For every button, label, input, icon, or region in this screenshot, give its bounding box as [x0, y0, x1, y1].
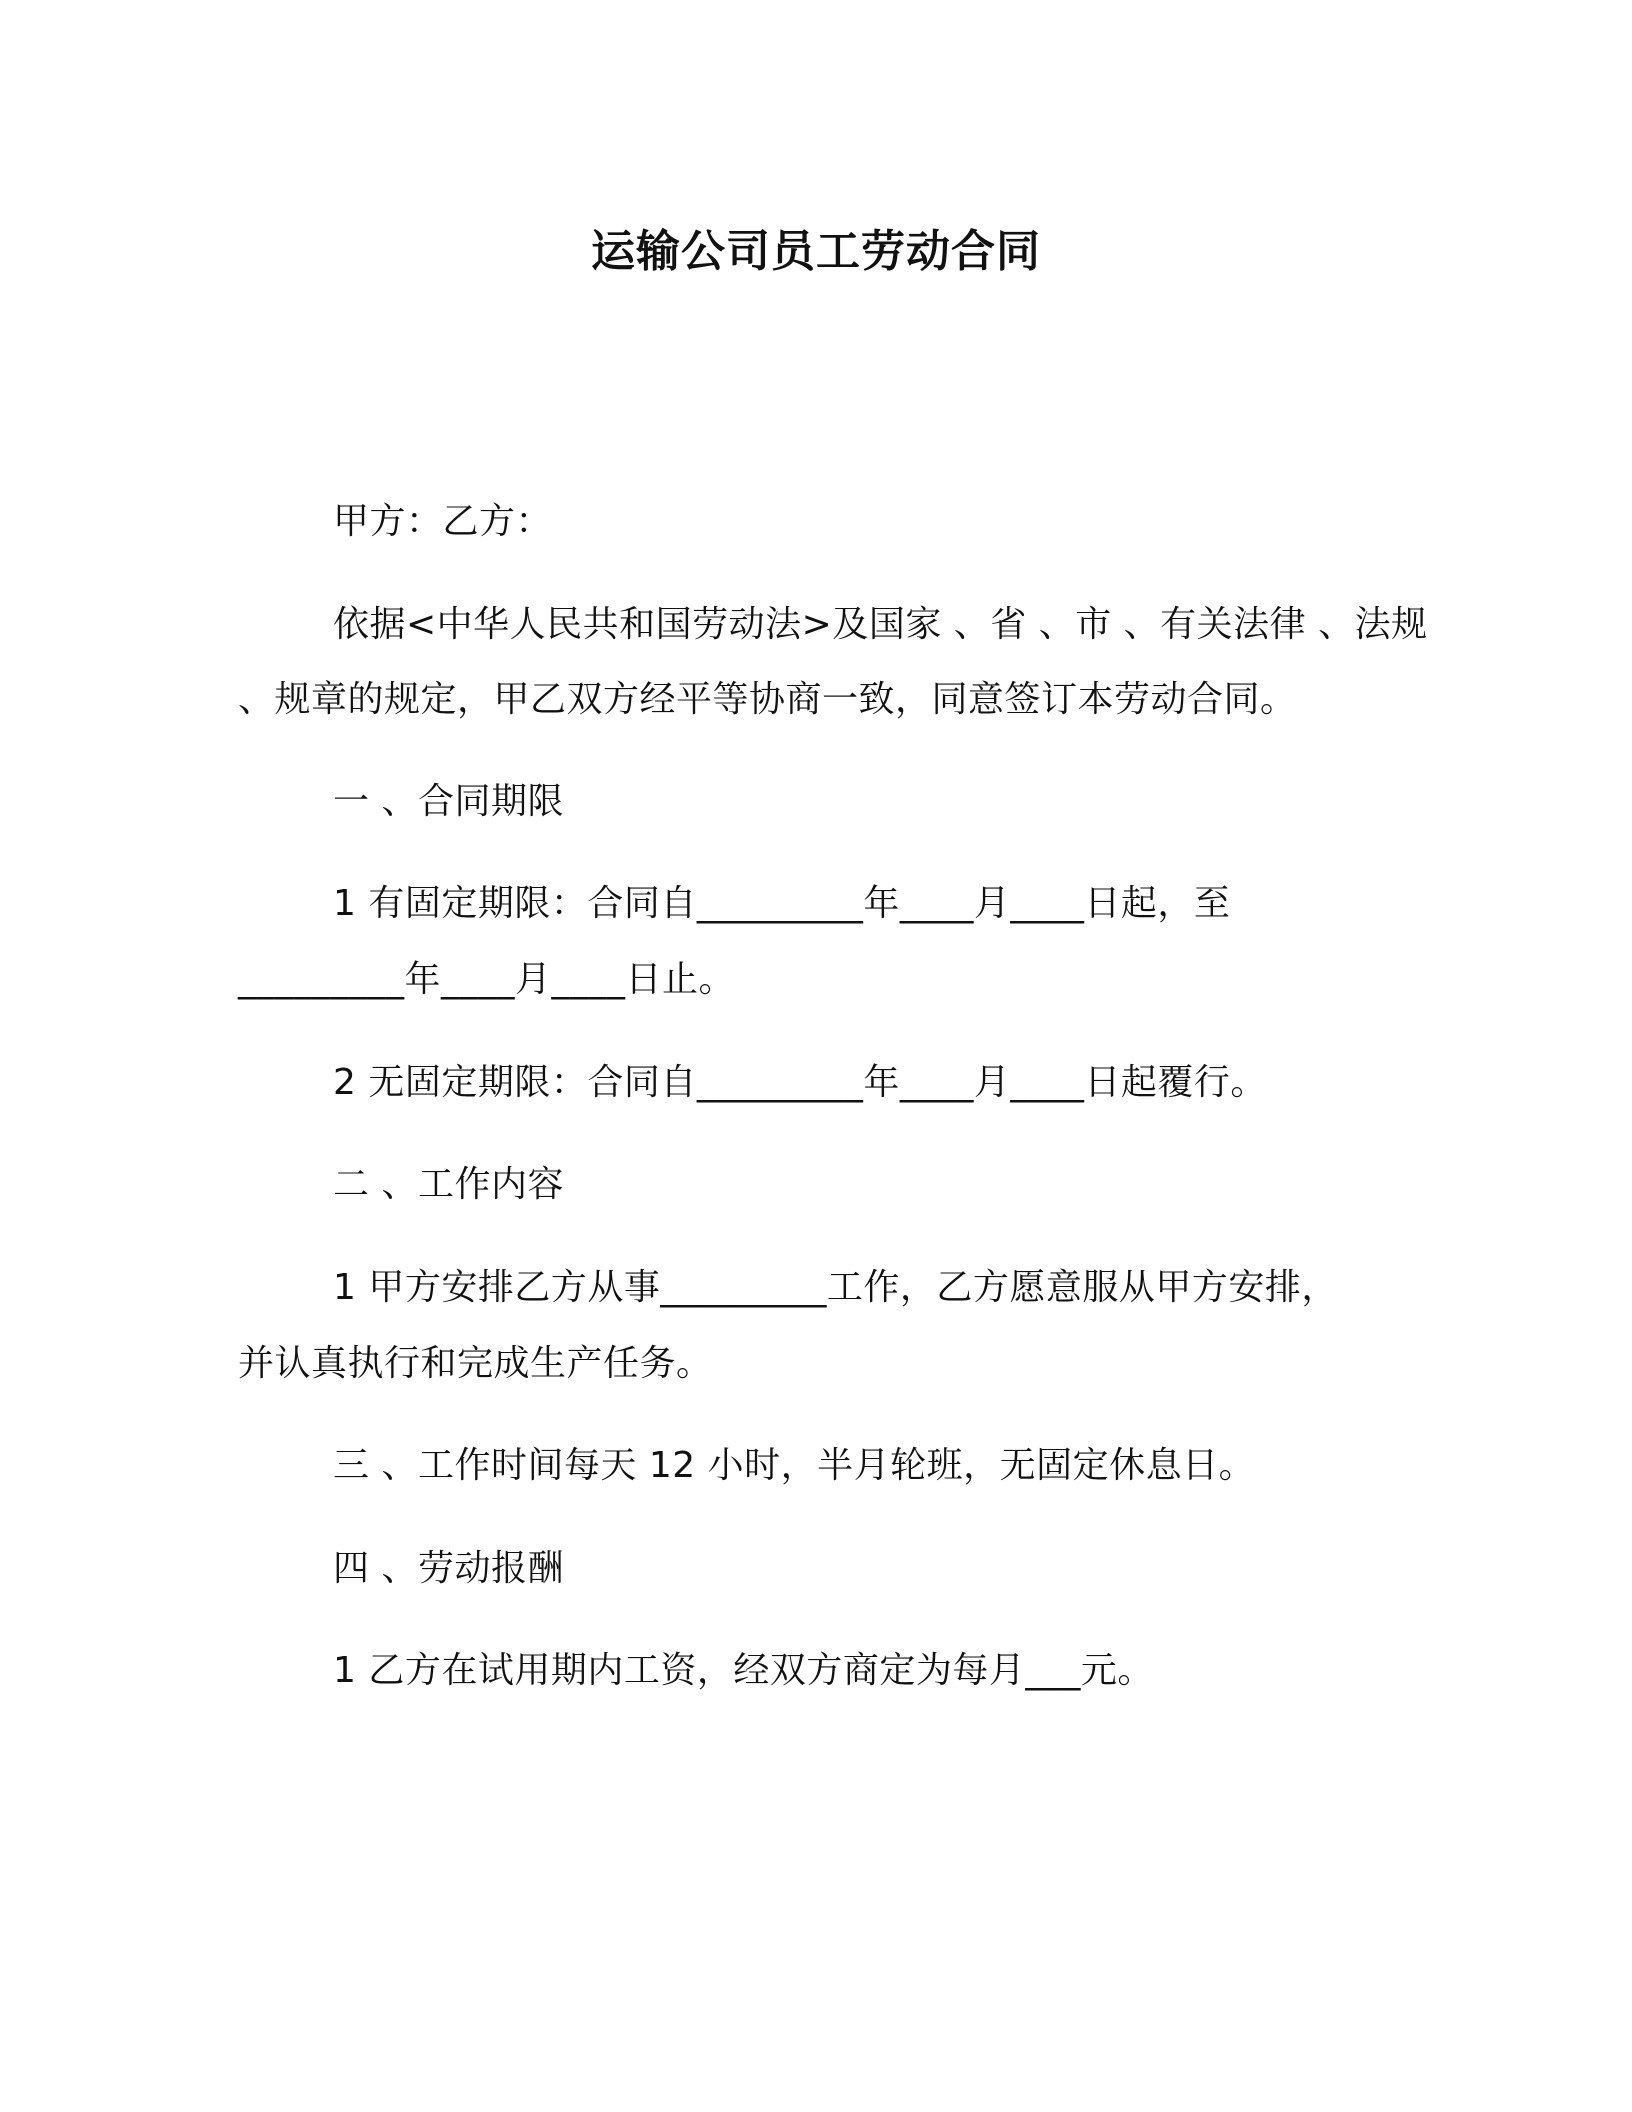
preamble-line-1: 依据<中华人民共和国劳动法>及国家 、省 、市 、有关法律 、法规: [333, 604, 1428, 645]
section-heading-term: 一 、合同期限: [333, 781, 564, 822]
fixed-term-line-1: 1 有固定期限：合同自_________年____月____日起，至: [333, 883, 1231, 924]
open-term-line: 2 无固定期限：合同自_________年____月____日起覆行。: [333, 1062, 1267, 1103]
work-content-line-1: 1 甲方安排乙方从事_________工作，乙方愿意服从甲方安排，: [333, 1267, 1338, 1308]
fixed-term-line-2: _________年____月____日止。: [238, 959, 736, 1000]
preamble-line-2: 、规章的规定，甲乙双方经平等协商一致，同意签订本劳动合同。: [238, 679, 1297, 720]
document-title: 运输公司员工劳动合同: [591, 226, 1041, 277]
parties-line: 甲方：乙方：: [333, 501, 553, 542]
section-heading-hours: 三 、工作时间每天 12 小时，半月轮班，无固定休息日。: [333, 1445, 1256, 1486]
probation-pay-line: 1 乙方在试用期内工资，经双方商定为每月___元。: [333, 1650, 1154, 1691]
work-content-line-2: 并认真执行和完成生产任务。: [238, 1343, 713, 1384]
section-heading-work: 二 、工作内容: [333, 1164, 564, 1205]
section-heading-pay: 四 、劳动报酬: [333, 1548, 564, 1589]
